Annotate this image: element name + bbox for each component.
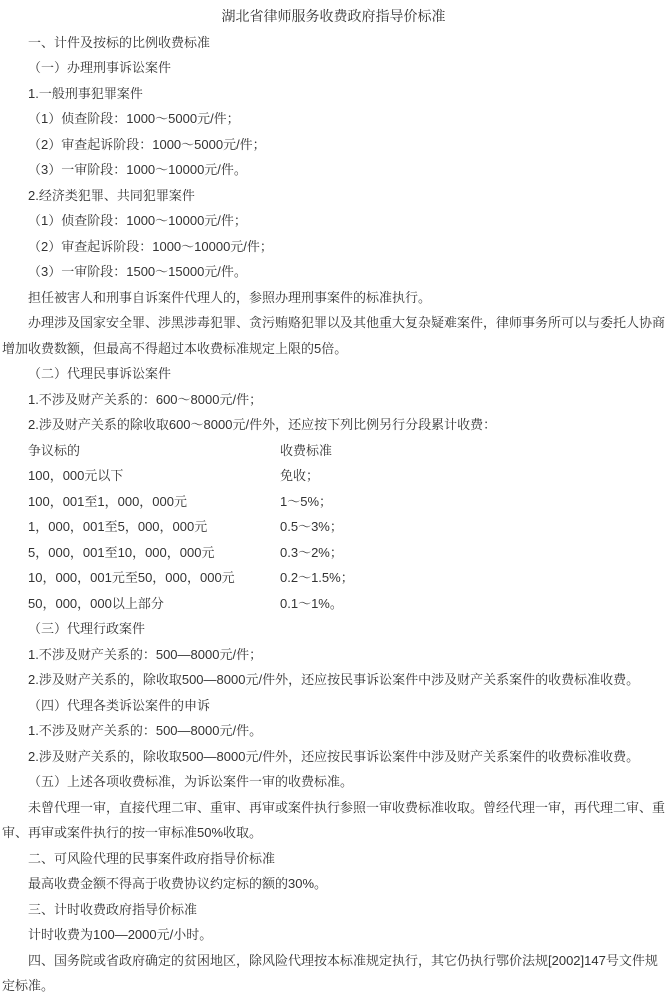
heading-criminal-litigation: （一）办理刑事诉讼案件	[28, 60, 172, 75]
amount-range-cell: 100，001至1，000，000元	[28, 493, 187, 509]
table-row	[2, 489, 665, 515]
note-major-complex-cases: 办理涉及国家安全罪、涉黑涉毒犯罪、贪污贿赂犯罪以及其他重大复杂疑难案件，律师事务所可以与委托人协商增加收费数额，但最高不得超过本收费标准规定上限的5倍。	[2, 315, 666, 356]
note-first-trial-standard: （五）上述各项收费标准，为诉讼案件一审的收费标准。	[28, 774, 354, 789]
rate-cell: 0.5～3%；	[280, 519, 343, 534]
heading-part-3: 三、计时收费政府指导价标准	[28, 901, 198, 917]
amount-range-cell: 5，000，001至10，000，000元	[28, 544, 215, 560]
fee-appeal-property: 2.涉及财产关系的，除收取500—8000元/件外，还应按民事诉讼案件中涉及财产关系案件的收费标准收费。	[28, 748, 640, 764]
heading-part-2: 二、可风险代理的民事案件政府指导价标准	[28, 850, 276, 866]
table-row	[2, 591, 665, 617]
heading-part-1: 一、计件及按标的比例收费标准	[28, 34, 211, 50]
table-row	[2, 565, 665, 591]
note-retrial-fee-rule: 未曾代理一审，直接代理二审、重审、再审或案件执行参照一审收费标准收取。曾经代理一审，再代理二审、重审、再审或案件执行的按一审标准50%收取。	[2, 799, 666, 840]
fee-admin-property: 2.涉及财产关系的，除收取500—8000元/件外，还应按民事诉讼案件中涉及财产关系案件的收费标准收费。	[28, 672, 640, 687]
heading-administrative-cases: （三）代理行政案件	[28, 621, 146, 636]
amount-range-cell: 50，000，000以上部分	[28, 595, 164, 611]
fee-table-header	[2, 438, 665, 464]
heading-general-criminal: 1.一般刑事犯罪案件	[28, 85, 143, 101]
heading-economic-crime: 2.经济类犯罪、共同犯罪案件	[28, 187, 195, 203]
amount-range-cell: 1，000，001至5，000，000元	[28, 519, 208, 534]
fee-table-header-subject: 争议标的	[28, 442, 81, 458]
fee-investigation-stage: （1）侦查阶段：1000～5000元/件；	[28, 111, 240, 126]
fee-first-trial-stage-economic: （3）一审阶段：1500～15000元/件。	[28, 264, 247, 279]
fee-prosecution-review-stage: （2）审查起诉阶段：1000～5000元/件；	[28, 136, 266, 152]
note-risk-agency-cap: 最高收费金额不得高于收费协议约定标的额的30%。	[28, 876, 328, 891]
amount-range-cell: 100，000元以下	[28, 468, 124, 483]
fee-prosecution-review-stage-economic: （2）审查起诉阶段：1000～10000元/件；	[28, 238, 273, 254]
table-row	[2, 514, 665, 540]
fee-civil-non-property: 1.不涉及财产关系的：600～8000元/件；	[28, 391, 263, 407]
note-victim-agent: 担任被害人和刑事自诉案件代理人的，参照办理刑事案件的标准执行。	[28, 289, 432, 305]
fee-first-trial-stage: （3）一审阶段：1000～10000元/件。	[28, 162, 247, 177]
fee-appeal-non-property: 1.不涉及财产关系的：500—8000元/件。	[28, 723, 263, 738]
rate-cell: 0.2～1.5%；	[280, 570, 354, 585]
table-row	[2, 463, 665, 489]
note-hourly-fee: 计时收费为100—2000元/小时。	[28, 927, 213, 942]
rate-cell: 免收；	[280, 468, 320, 483]
amount-range-cell: 10，000，001元至50，000，000元	[28, 570, 235, 585]
fee-investigation-stage-economic: （1）侦查阶段：1000～10000元/件；	[28, 213, 247, 228]
page-title: 湖北省律师服务收费政府指导价标准	[221, 8, 446, 24]
heading-appeal-cases: （四）代理各类诉讼案件的申诉	[28, 697, 211, 713]
fee-admin-non-property: 1.不涉及财产关系的：500—8000元/件；	[28, 646, 263, 662]
rate-cell: 0.1～1%。	[280, 595, 343, 611]
fee-table-header-standard: 收费标准	[280, 442, 333, 458]
fee-civil-property-intro: 2.涉及财产关系的除收取600～8000元/件外，还应按下列比例另行分段累计收费：	[28, 417, 497, 432]
rate-cell: 1～5%；	[280, 493, 333, 509]
note-poor-areas-rule: 四、国务院或省政府确定的贫困地区，除风险代理按本标准规定执行，其它仍执行鄂价法规[2002]147号文件规定标准。	[2, 952, 658, 993]
table-row	[2, 540, 665, 566]
rate-cell: 0.3～2%；	[280, 544, 343, 560]
fee-table	[2, 438, 665, 617]
heading-civil-litigation: （二）代理民事诉讼案件	[28, 366, 172, 381]
